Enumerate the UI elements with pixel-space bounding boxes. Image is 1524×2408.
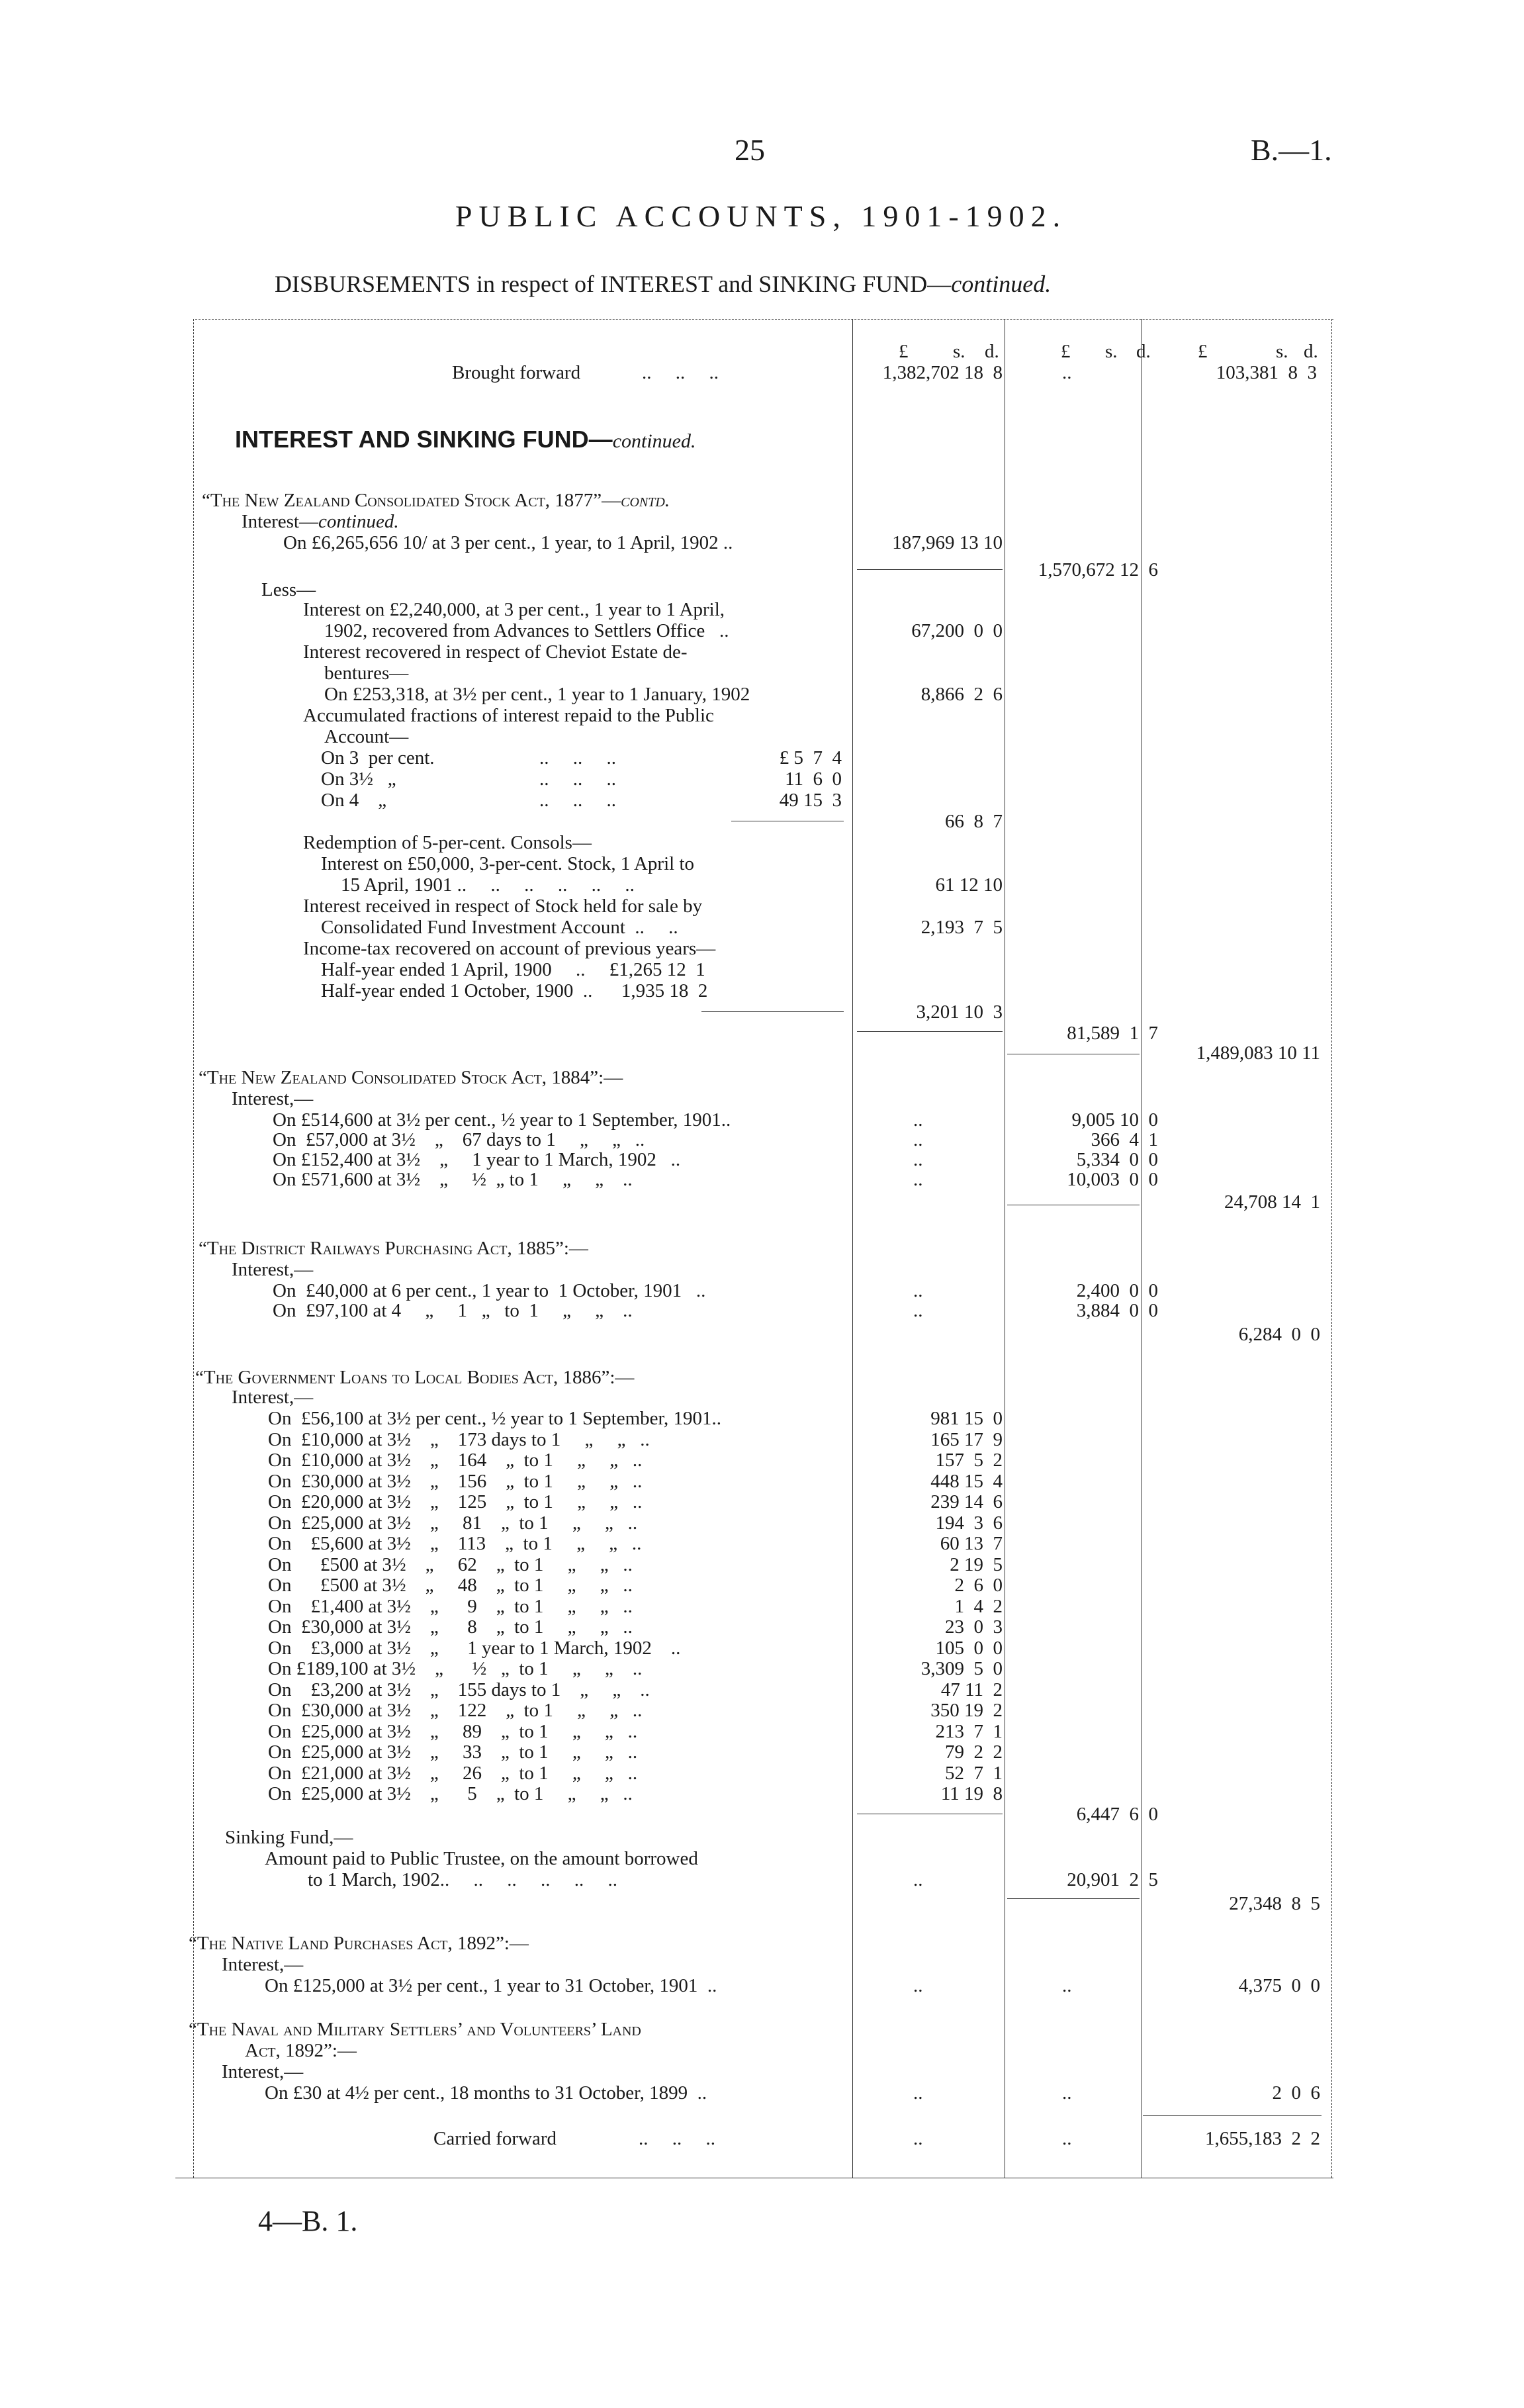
rule xyxy=(1143,2115,1322,2116)
table-row-col2: 3,884 0 0 xyxy=(1076,1300,1158,1321)
act-1892-naval-title-2: Act, 1892”:— xyxy=(245,2040,357,2061)
table-row: On £56,100 at 3½ per cent., ½ year to 1 September, 1901.. xyxy=(268,1408,722,1429)
table-row-amount: 3,309 5 0 xyxy=(920,1658,1003,1679)
col2-pound-header: £ xyxy=(1061,341,1071,362)
act-1877-line-1: On £6,265,656 10/ at 3 per cent., 1 year, to 1 April, 1902 .. xyxy=(283,532,733,553)
act-1885-interest-label: Interest,— xyxy=(232,1259,314,1280)
fraction-row-dots: .. .. .. xyxy=(539,768,616,790)
table-row-col1: .. xyxy=(913,2082,923,2104)
act-1884-title: “The New Zealand Consolidated Stock Act, 1884”:— xyxy=(199,1067,623,1088)
table-row: On £21,000 at 3½ „ 26 „ to 1 „ „ .. xyxy=(268,1763,638,1784)
col2-pence-header: d. xyxy=(1136,341,1151,362)
col2-shilling-header: s. xyxy=(1105,341,1118,362)
brought-forward-col2: .. xyxy=(1062,362,1072,383)
brought-forward-dots: .. .. .. xyxy=(642,362,719,383)
col1-pound-header: £ xyxy=(899,341,909,362)
brought-forward-col1: 1,382,702 18 8 xyxy=(882,362,1003,383)
act-1886-total: 27,348 8 5 xyxy=(1229,1893,1320,1914)
table-top-rule xyxy=(195,319,1333,320)
act-1892-native-title: “The Native Land Purchases Act, 1892”:— xyxy=(189,1933,529,1954)
table-row: On £571,600 at 3½ „ ½ „ to 1 „ „ .. xyxy=(273,1169,633,1190)
table-row-col2: 366 4 1 xyxy=(1091,1129,1158,1150)
act-1886-title: “The Government Loans to Local Bodies Act, 1886”:— xyxy=(195,1367,635,1388)
less-item-3b: Account— xyxy=(324,726,409,747)
table-row-amount: 1 4 2 xyxy=(954,1596,1003,1617)
table-row-col2: .. xyxy=(1062,1975,1072,1996)
table-row-amount: 448 15 4 xyxy=(930,1471,1003,1492)
table-row-col1: .. xyxy=(913,1129,923,1150)
carried-forward-total: 1,655,183 2 2 xyxy=(1205,2128,1320,2149)
carried-forward-col2: .. xyxy=(1062,2128,1072,2149)
carried-forward-dots: .. .. .. xyxy=(639,2128,715,2149)
table-row: On £25,000 at 3½ „ 89 „ to 1 „ „ .. xyxy=(268,1721,638,1742)
table-row: On £10,000 at 3½ „ 173 days to 1 „ „ .. xyxy=(268,1429,650,1450)
less-label: Less— xyxy=(261,579,316,600)
table-row-col1: .. xyxy=(913,1169,923,1190)
sinking-fund-line-b: to 1 March, 1902.. .. .. .. .. .. xyxy=(308,1869,617,1890)
carried-forward-label: Carried forward xyxy=(433,2128,557,2149)
act-1884-interest-label: Interest,— xyxy=(232,1088,314,1109)
table-row: On £97,100 at 4 „ 1 „ to 1 „ „ .. xyxy=(273,1300,633,1321)
table-row: On £500 at 3½ „ 62 „ to 1 „ „ .. xyxy=(268,1554,633,1575)
less-item-6c: Half-year ended 1 October, 1900 .. 1,935 18 2 xyxy=(321,980,708,1001)
less-item-4c: 15 April, 1901 .. .. .. .. .. .. xyxy=(341,874,635,896)
table-row: On £125,000 at 3½ per cent., 1 year to 31 October, 1901 .. xyxy=(265,1975,717,1996)
table-row-col1: .. xyxy=(913,1300,923,1321)
section-heading: INTEREST AND SINKING FUND—continued. xyxy=(235,426,696,453)
col3-pence-header: d. xyxy=(1304,341,1318,362)
less-item-5a: Interest received in respect of Stock held for sale by xyxy=(303,896,703,917)
table-row-amount: 79 2 2 xyxy=(945,1741,1003,1763)
fraction-row-dots: .. .. .. xyxy=(539,747,616,768)
table-row: On £25,000 at 3½ „ 81 „ to 1 „ „ .. xyxy=(268,1512,638,1534)
sinking-fund-amount: 20,901 2 5 xyxy=(1067,1869,1158,1890)
page-title: PUBLIC ACCOUNTS, 1901-1902. xyxy=(455,199,1067,233)
table-row: On £3,200 at 3½ „ 155 days to 1 „ „ .. xyxy=(268,1679,650,1700)
table-row-amount: 2 19 5 xyxy=(950,1554,1003,1575)
fractions-total: 66 8 7 xyxy=(945,811,1003,832)
table-row: On £189,100 at 3½ „ ½ „ to 1 „ „ .. xyxy=(268,1658,643,1679)
less-item-2-amount: 8,866 2 6 xyxy=(920,684,1003,705)
table-row-amount: 239 14 6 xyxy=(930,1491,1003,1512)
fraction-row-amount: 11 6 0 xyxy=(785,768,842,790)
table-row-amount: 105 0 0 xyxy=(935,1638,1003,1659)
act-1885-title: “The District Railways Purchasing Act, 1885”:— xyxy=(199,1238,588,1259)
table-row-amount: 2 6 0 xyxy=(954,1575,1003,1596)
table-row-amount: 11 19 8 xyxy=(940,1783,1003,1804)
table-row: On £30,000 at 3½ „ 8 „ to 1 „ „ .. xyxy=(268,1616,633,1638)
less-item-4b: Interest on £50,000, 3-per-cent. Stock, 1 April to xyxy=(321,853,694,874)
less-item-3a: Accumulated fractions of interest repaid to the Public xyxy=(303,705,714,726)
less-item-2b: bentures— xyxy=(324,663,409,684)
table-row-amount: 157 5 2 xyxy=(935,1450,1003,1471)
fraction-row-label: On 3 per cent. xyxy=(321,747,435,768)
table-left-border xyxy=(193,319,194,2178)
table-row-amount: 47 11 2 xyxy=(940,1679,1003,1700)
table-row-col2: 5,334 0 0 xyxy=(1076,1149,1158,1170)
table-row-col2: 2,400 0 0 xyxy=(1076,1280,1158,1301)
fraction-row-dots: .. .. .. xyxy=(539,790,616,811)
act-1884-total: 24,708 14 1 xyxy=(1224,1191,1320,1213)
rule xyxy=(857,569,1003,570)
act-1877-title: “The New Zealand Consolidated Stock Act, 1877”—contd. xyxy=(202,490,670,511)
fraction-row-label: On 3½ „ xyxy=(321,768,396,790)
table-row-amount: 52 7 1 xyxy=(945,1763,1003,1784)
act-1892-naval-total: 2 0 6 xyxy=(1272,2082,1320,2104)
less-item-4-amount: 61 12 10 xyxy=(935,874,1003,896)
table-row: On £20,000 at 3½ „ 125 „ to 1 „ „ .. xyxy=(268,1491,643,1512)
rule xyxy=(857,1031,1003,1032)
fraction-row-amount: £ 5 7 4 xyxy=(779,747,842,768)
less-item-5-amount: 2,193 7 5 xyxy=(920,917,1003,938)
less-item-1a: Interest on £2,240,000, at 3 per cent., 1 year to 1 April, xyxy=(303,599,725,620)
table-row: On £25,000 at 3½ „ 5 „ to 1 „ „ .. xyxy=(268,1783,633,1804)
table-row: On £500 at 3½ „ 48 „ to 1 „ „ .. xyxy=(268,1575,633,1596)
less-item-4a: Redemption of 5-per-cent. Consols— xyxy=(303,832,592,853)
table-row: On £514,600 at 3½ per cent., ½ year to 1 September, 1901.. xyxy=(273,1109,731,1131)
less-total: 81,589 1 7 xyxy=(1067,1023,1158,1044)
table-row: On £152,400 at 3½ „ 1 year to 1 March, 1902 .. xyxy=(273,1149,681,1170)
col1-shilling-header: s. xyxy=(953,341,965,362)
act-1877-net-total: 1,489,083 10 11 xyxy=(1196,1042,1320,1064)
table-row: On £10,000 at 3½ „ 164 „ to 1 „ „ .. xyxy=(268,1450,643,1471)
table-row-col2: 10,003 0 0 xyxy=(1067,1169,1158,1190)
act-1886-interest-total: 6,447 6 0 xyxy=(1076,1804,1158,1825)
fraction-row-amount: 49 15 3 xyxy=(779,790,842,811)
carried-forward-col1: .. xyxy=(913,2128,923,2149)
act-1877-subtotal: 1,570,672 12 6 xyxy=(1038,559,1158,580)
table-row-amount: 981 15 0 xyxy=(930,1408,1003,1429)
page-subtitle: DISBURSEMENTS in respect of INTEREST and SINKING FUND—continued. xyxy=(275,271,1052,297)
table-row: On £30,000 at 3½ „ 122 „ to 1 „ „ .. xyxy=(268,1700,643,1721)
act-1877-interest-label: Interest—continued. xyxy=(242,511,399,532)
table-row: On £25,000 at 3½ „ 33 „ to 1 „ „ .. xyxy=(268,1741,638,1763)
table-row: On £57,000 at 3½ „ 67 days to 1 „ „ .. xyxy=(273,1129,645,1150)
act-1892-naval-interest-label: Interest,— xyxy=(222,2061,304,2082)
document-reference: B.—1. xyxy=(1251,133,1332,167)
table-row: On £5,600 at 3½ „ 113 „ to 1 „ „ .. xyxy=(268,1533,642,1554)
brought-forward-label: Brought forward xyxy=(452,362,581,383)
act-1892-native-total: 4,375 0 0 xyxy=(1238,1975,1320,1996)
less-item-1b: 1902, recovered from Advances to Settlers Office .. xyxy=(324,620,729,641)
act-1892-native-interest-label: Interest,— xyxy=(222,1954,304,1975)
column-divider-1 xyxy=(852,319,853,2178)
table-row-amount: 350 19 2 xyxy=(930,1700,1003,1721)
col1-pence-header: d. xyxy=(985,341,999,362)
act-1877-line-1-amount: 187,969 13 10 xyxy=(892,532,1003,553)
table-row-amount: 60 13 7 xyxy=(940,1533,1003,1554)
act-1886-interest-label: Interest,— xyxy=(232,1387,314,1408)
table-row-amount: 23 0 3 xyxy=(945,1616,1003,1638)
table-row-amount: 194 3 6 xyxy=(935,1512,1003,1534)
sinking-fund-line-a: Amount paid to Public Trustee, on the amount borrowed xyxy=(265,1848,698,1869)
page-number: 25 xyxy=(735,133,765,167)
table-row-col1: .. xyxy=(913,1149,923,1170)
less-item-2a: Interest recovered in respect of Cheviot Estate de- xyxy=(303,641,688,663)
table-row: On £3,000 at 3½ „ 1 year to 1 March, 1902 .. xyxy=(268,1638,681,1659)
less-item-6-amount: 3,201 10 3 xyxy=(916,1001,1003,1023)
table-row: On £40,000 at 6 per cent., 1 year to 1 October, 1901 .. xyxy=(273,1280,706,1301)
less-item-2c: On £253,318, at 3½ per cent., 1 year to 1 January, 1902 xyxy=(324,684,750,705)
table-row-amount: 213 7 1 xyxy=(935,1721,1003,1742)
sinking-fund-label: Sinking Fund,— xyxy=(225,1827,353,1848)
act-1885-total: 6,284 0 0 xyxy=(1238,1324,1320,1345)
table-row-col1: .. xyxy=(913,1975,923,1996)
col3-pound-header: £ xyxy=(1198,341,1208,362)
less-item-1-amount: 67,200 0 0 xyxy=(911,620,1003,641)
table-row-col2: 9,005 10 0 xyxy=(1071,1109,1158,1131)
footer-signature: 4—B. 1. xyxy=(258,2205,358,2237)
table-row-col2: .. xyxy=(1062,2082,1072,2104)
less-item-5b: Consolidated Fund Investment Account .. .. xyxy=(321,917,678,938)
col3-shilling-header: s. xyxy=(1276,341,1288,362)
less-item-6b: Half-year ended 1 April, 1900 .. £1,265 12 1 xyxy=(321,959,705,980)
less-item-6a: Income-tax recovered on account of previous years— xyxy=(303,938,716,959)
act-1892-naval-title-1: “The Naval and Military Settlers’ and Volunteers’ Land xyxy=(189,2019,641,2040)
brought-forward-col3: 103,381 8 3 xyxy=(1216,362,1317,383)
fraction-row-label: On 4 „ xyxy=(321,790,387,811)
sinking-fund-col1: .. xyxy=(913,1869,923,1890)
table-row-col1: .. xyxy=(913,1109,923,1131)
rule xyxy=(1007,1898,1140,1899)
table-row-amount: 165 17 9 xyxy=(930,1429,1003,1450)
table-row-col1: .. xyxy=(913,1280,923,1301)
table-row: On £1,400 at 3½ „ 9 „ to 1 „ „ .. xyxy=(268,1596,633,1617)
rule xyxy=(701,1011,844,1012)
table-row: On £30,000 at 3½ „ 156 „ to 1 „ „ .. xyxy=(268,1471,643,1492)
table-right-border xyxy=(1331,319,1332,2178)
table-row: On £30 at 4½ per cent., 18 months to 31 October, 1899 .. xyxy=(265,2082,707,2104)
